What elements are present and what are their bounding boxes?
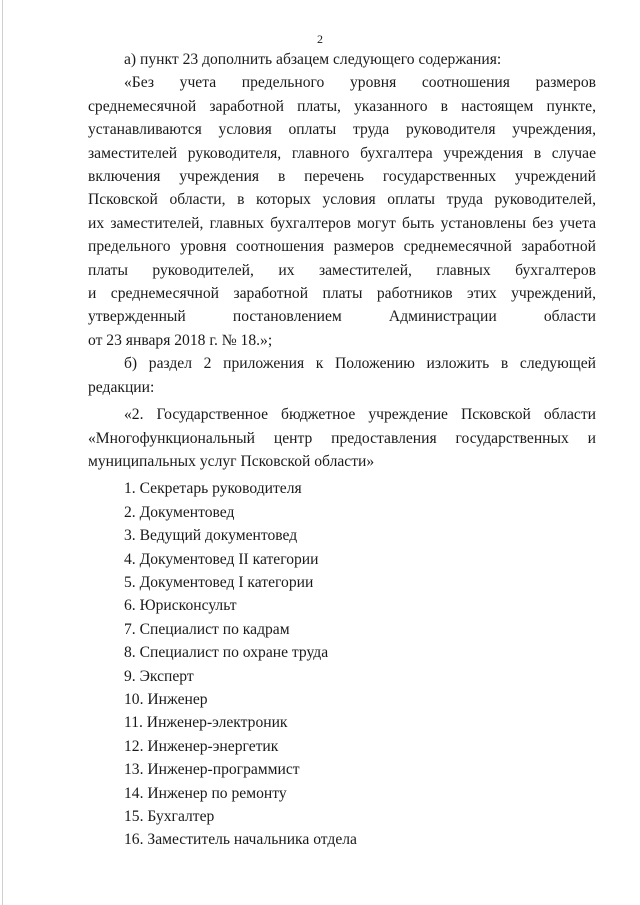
text-line: их заместителей, главных бухгалтеров могут быть установлены без учета [88, 214, 596, 232]
list-item: 6. Юрисконсульт [124, 597, 237, 615]
text-line: и среднемесячной заработной платы работников этих учреждений, [88, 285, 596, 303]
list-item: 1. Секретарь руководителя [124, 480, 302, 498]
text-line: «Многофункциональный центр предоставления государственных и [88, 429, 596, 447]
list-item: 5. Документовед I категории [124, 573, 314, 591]
text-line: а) пункт 23 дополнить абзацем следующего содержания: [124, 51, 502, 68]
text-line: б) раздел 2 приложения к Положению изложить в следующей [124, 355, 596, 373]
list-item: 13. Инженер-программист [124, 761, 300, 779]
list-item: 8. Специалист по охране труда [124, 644, 329, 662]
text-line: устанавливаются условия оплаты труда руководителя учреждения, [88, 121, 596, 139]
document-body [88, 48, 596, 852]
section-heading [88, 403, 596, 473]
text-line: муниципальных услуг Псковской области» [88, 452, 375, 470]
text-line: включения учреждения в перечень государственных учреждений [88, 168, 596, 186]
list-item: 4. Документовед II категории [124, 550, 319, 568]
text-line: «2. Государственное бюджетное учреждение Псковской области [124, 406, 596, 424]
list-item: 16. Заместитель начальника отдела [124, 831, 357, 849]
paragraph-b [88, 352, 596, 399]
list-item: 2. Документовед [124, 503, 235, 521]
text-line: «Без учета предельного уровня соотношения размеров [124, 74, 596, 92]
text-line: от 23 января 2018 г. № 18.»; [88, 331, 273, 349]
text-line: среднемесячной заработной платы, указанного в настоящем пункте, [88, 97, 596, 115]
paragraph-quote [88, 71, 596, 352]
list-item: 15. Бухгалтер [124, 808, 215, 825]
list-item: 12. Инженер-энергетик [124, 737, 279, 755]
list-item: 10. Инженер [124, 690, 208, 708]
paragraph-a [88, 48, 596, 71]
list-item: 3. Ведущий документовед [124, 527, 298, 545]
list-item: 7. Специалист по кадрам [124, 620, 290, 638]
text-line: предельного уровня соотношения размеров среднемесячной заработной [88, 238, 596, 256]
list-item: 11. Инженер-электроник [124, 714, 288, 732]
list-item: 9. Эксперт [124, 667, 194, 685]
text-line: платы руководителей, их заместителей, главных бухгалтеров [88, 261, 596, 279]
text-line: редакции: [88, 378, 155, 396]
positions-list [88, 477, 596, 852]
text-line: утвержденный постановлением Администрации области [88, 308, 596, 326]
text-line: заместителей руководителя, главного бухгалтера учреждения в случае [88, 144, 596, 162]
list-item: 14. Инженер по ремонту [124, 784, 287, 802]
page-number: 2 [317, 32, 323, 46]
scan-edge [2, 0, 3, 905]
text-line: Псковской области, в которых условия оплаты труда руководителей, [88, 191, 596, 209]
